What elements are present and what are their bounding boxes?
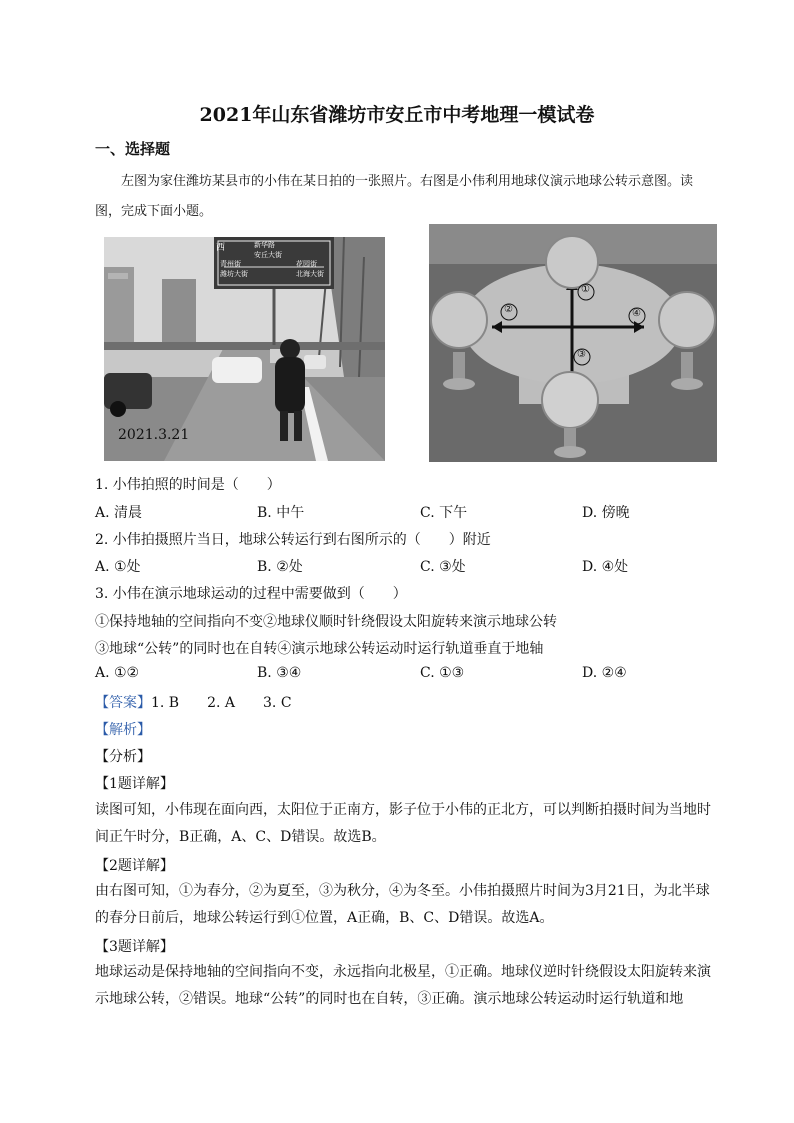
q2-stem: 2. 小伟拍摄照片当日，地球公转运行到右图所示的（ ）附近 [95, 532, 491, 548]
answer-line [95, 692, 292, 712]
q3-statement-2: ③地球“公转”的同时也在自转④演示地球公转运动时运行轨道垂直于地轴 [95, 641, 544, 657]
street-photo [104, 237, 385, 461]
detail-1-text: 读图可知，小伟现在面向西，太阳位于正南方，影子位于小伟的正北方，可以判断拍摄时间为当地时间正午时分，B正确，A、C、D错误。故选B。 [95, 802, 711, 845]
q2-option-b: B. ②处 [257, 559, 303, 575]
detail-2-text: 由右图可知，①为春分，②为夏至，③为秋分，④为冬至。小伟拍摄照片时间为3月21日，为北半球的春分日前后，地球公转运行到①位置，A正确，B、C、D错误。故选A。 [95, 883, 710, 926]
sign-left2: 潍坊大街 [220, 270, 248, 278]
globe-label-1: ① [581, 284, 590, 295]
intro-text: 左图为家住潍坊某县市的小伟在某日拍的一张照片。右图是小伟利用地球仪演示地球公转示意图。读图，完成下面小题。 [95, 174, 694, 219]
q1-option-d: D. 傍晚 [582, 505, 630, 521]
q3-statement-1: ①保持地轴的空间指向不变②地球仪顺时针绕假设太阳旋转来演示地球公转 [95, 614, 557, 630]
q3-option-c: C. ①③ [420, 665, 465, 681]
globe-label-3: ③ [577, 349, 586, 360]
globe-label-4: ④ [632, 308, 641, 319]
answer-label: 【答案】 [95, 695, 151, 711]
analysis-label: 【解析】 [95, 722, 151, 738]
sign-right1: 花园街 [296, 260, 317, 268]
detail-2-label: 【2题详解】 [95, 858, 174, 874]
photo-date: 2021.3.21 [118, 427, 190, 443]
q1-option-b: B. 中午 [257, 505, 305, 521]
sign-top: 新华路 [254, 241, 275, 249]
detail-3-text: 地球运动是保持地轴的空间指向不变，永远指向北极星，①正确。地球仪逆时针绕假设太阳旋转来演示地球公转，②错误。地球“公转”的同时也在自转，③正确。演示地球公转运动时运行轨道和地 [95, 964, 711, 1007]
fenxi-label: 【分析】 [95, 749, 151, 765]
sign-top2: 安丘大街 [254, 251, 282, 259]
q2-option-d: D. ④处 [582, 559, 629, 575]
sign-direction: 西 [216, 243, 226, 253]
sign-right2: 北海大街 [296, 270, 324, 278]
section-heading: 一、选择题 [95, 140, 171, 158]
q3-option-d: D. ②④ [582, 665, 627, 681]
globe-label-2: ② [504, 304, 513, 315]
q3-stem: 3. 小伟在演示地球运动的过程中需要做到（ ） [95, 586, 407, 602]
detail-3-label: 【3题详解】 [95, 939, 174, 955]
q1-option-a: A. 清晨 [95, 505, 143, 521]
sign-left1: 青州街 [220, 260, 241, 268]
q1-stem: 1. 小伟拍照的时间是（ ） [95, 477, 281, 493]
detail-1-label: 【1题详解】 [95, 776, 174, 792]
q3-option-b: B. ③④ [257, 665, 302, 681]
q1-option-c: C. 下午 [420, 505, 468, 521]
q3-option-a: A. ①② [95, 665, 140, 681]
page-title: 2021年山东省潍坊市安丘市中考地理一模试卷 [199, 104, 595, 126]
q2-option-c: C. ③处 [420, 559, 466, 575]
answer-values: 1. B 2. A 3. C [151, 695, 292, 711]
globe-photo-drawing [429, 224, 717, 462]
globe-photo [429, 224, 717, 462]
q2-option-a: A. ①处 [95, 559, 141, 575]
